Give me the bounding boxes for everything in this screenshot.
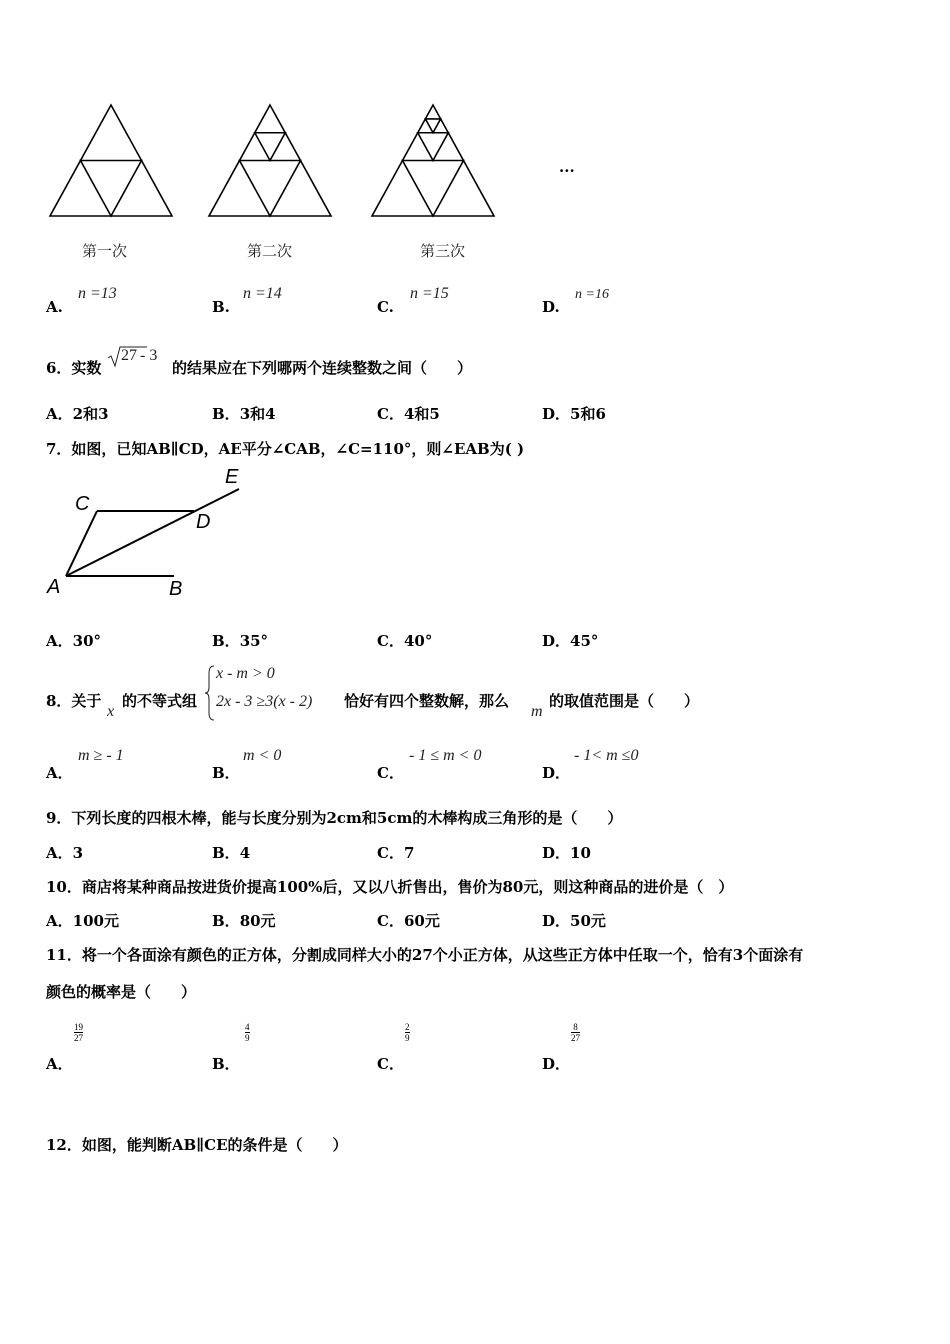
system-brace: [204, 665, 216, 721]
q11-option-a-fraction: $\frac{19}{27}$: [74, 1022, 83, 1043]
figure-ellipsis: ...: [559, 158, 575, 176]
q8-option-a-value: m ≥ - 1: [78, 747, 124, 764]
q9-option-b: B．4: [212, 844, 251, 862]
q6-option-c: C．4和5: [377, 405, 440, 423]
q5-option-d-value: n =16: [575, 287, 609, 302]
q11-option-d-letter: D．: [542, 1055, 571, 1073]
q11-option-c-letter: C．: [377, 1055, 404, 1073]
q6-radicand: 27: [121, 347, 137, 364]
q11-option-d-fraction: $\frac{8}{27}$: [571, 1022, 580, 1043]
q5-option-c-value: n =15: [410, 285, 449, 302]
q5-option-a-value: n =13: [78, 285, 117, 302]
q7-text: 7．如图，已知AB∥CD，AE平分∠CAB，∠C=110°，则∠EAB为( ): [46, 440, 525, 458]
q11-option-b-fraction: $\frac{4}{9}$: [245, 1022, 250, 1043]
q7-option-d: D．45°: [542, 632, 599, 650]
q11-option-b-letter: B．: [212, 1055, 240, 1073]
q6-prefix: 6．实数: [46, 359, 102, 377]
q8-option-b-value: m < 0: [243, 747, 282, 764]
q8-option-a-letter: A．: [46, 764, 73, 782]
q8-mid: 的不等式组: [122, 692, 198, 710]
label-e: E: [225, 466, 239, 488]
q10-option-b: B．80元: [212, 912, 276, 930]
q10-option-a: A．100元: [46, 912, 119, 930]
q10-text: 10．商店将某种商品按进货价提高100%后，又以八折售出，售价为80元，则这种商品的进价是（ ）: [46, 878, 734, 896]
q11-option-c-fraction: $\frac{2}{9}$: [405, 1022, 410, 1043]
caption-second: 第二次: [247, 242, 293, 260]
q5-option-a-letter: A.: [46, 298, 63, 316]
triangle-figure-third: [370, 103, 496, 218]
q7-option-a: A．30°: [46, 632, 102, 650]
q11-line-1: 11．将一个各面涂有颜色的正方体，分割成同样大小的27个小正方体，从这些正方体中任取一个，恰有3个面涂有: [46, 946, 804, 964]
q8-mid2: 恰好有四个整数解，那么: [344, 692, 510, 710]
q6-suffix: 的结果应在下列哪两个连续整数之间（ ）: [172, 359, 473, 377]
q8-suffix: 的取值范围是（ ）: [549, 692, 700, 710]
label-b: B: [169, 578, 183, 600]
caption-first: 第一次: [82, 242, 128, 260]
q9-text: 9．下列长度的四根木棒，能与长度分别为2cm和5cm的木棒构成三角形的是（ ）: [46, 809, 623, 827]
q6-tail: - 3: [140, 347, 158, 364]
q8-option-d-letter: D．: [542, 764, 571, 782]
q7-option-c: C．40°: [377, 632, 433, 650]
q8-option-d-value: - 1< m ≤0: [574, 747, 639, 764]
q8-var-m: m: [531, 703, 543, 720]
label-d: D: [196, 511, 211, 533]
q11-line-2: 颜色的概率是（ ）: [46, 983, 197, 1001]
q8-var-x: x: [107, 703, 115, 720]
q9-option-a: A．3: [46, 844, 84, 862]
q6-option-a: A．2和3: [46, 405, 109, 423]
q10-option-d: D．50元: [542, 912, 606, 930]
triangle-figure-first: [48, 103, 174, 218]
q9-option-d: D．10: [542, 844, 591, 862]
q8-prefix: 8．关于: [46, 692, 102, 710]
q11-option-a-letter: A．: [46, 1055, 73, 1073]
q8-option-b-letter: B．: [212, 764, 240, 782]
q7-geometry-figure: [44, 465, 254, 600]
caption-third: 第三次: [420, 242, 466, 260]
label-c: C: [75, 493, 90, 515]
q5-option-c-letter: C.: [377, 298, 394, 316]
q8-option-c-value: - 1 ≤ m < 0: [409, 747, 482, 764]
q8-option-c-letter: C．: [377, 764, 404, 782]
q5-option-d-letter: D.: [542, 298, 560, 316]
q9-option-c: C．7: [377, 844, 415, 862]
q12-text: 12．如图，能判断AB∥CE的条件是（ ）: [46, 1136, 348, 1154]
q8-system-line-1: x - m > 0: [216, 665, 275, 682]
q7-option-b: B．35°: [212, 632, 269, 650]
q6-option-d: D．5和6: [542, 405, 606, 423]
q8-system-line-2: 2x - 3 ≥3(x - 2): [216, 693, 313, 710]
q5-option-b-value: n =14: [243, 285, 282, 302]
label-a: A: [47, 576, 61, 598]
q10-option-c: C．60元: [377, 912, 440, 930]
q5-option-b-letter: B.: [212, 298, 230, 316]
triangle-figure-second: [207, 103, 333, 218]
q6-option-b: B．3和4: [212, 405, 276, 423]
